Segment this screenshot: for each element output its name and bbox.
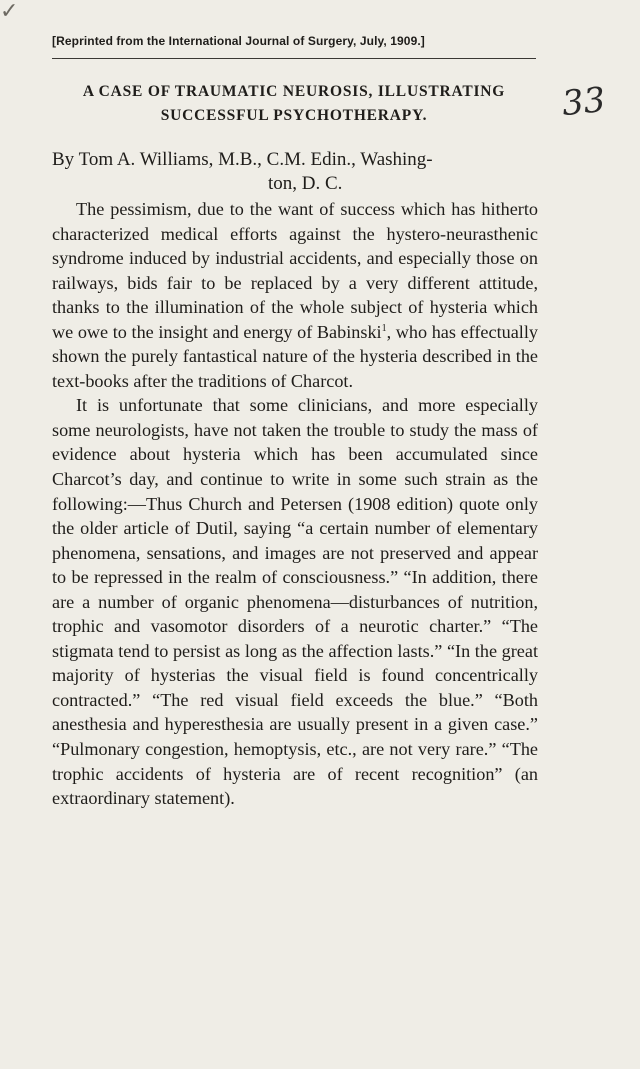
author-line-1: By Tom A. Williams, M.B., C.M. Edin., Washing- — [52, 149, 433, 170]
handwritten-number: 33 — [560, 79, 608, 125]
article-title — [52, 80, 536, 128]
paragraph-1 — [52, 197, 538, 393]
paragraph-1-text: The pessimism, due to the want of success which has hitherto characterized medical efforts against the hystero-neurasthenic syndrome induced by industrial accidents, and especially those on railways, bids fair to be replaced by a very different attitude, thanks to the illumination of the whole subject of hysteria which we owe to the insight and energy of Babinski — [52, 199, 538, 342]
title-line-2: SUCCESSFUL PSYCHOTHERAPY. — [160, 107, 428, 124]
article-body — [52, 197, 538, 811]
author-line-2: ton, D. C. — [268, 173, 343, 194]
title-line-1: A CASE OF TRAUMATIC NEUROSIS, ILLUSTRATING — [82, 83, 506, 100]
author-line — [52, 148, 536, 196]
header-rule — [52, 58, 536, 59]
footnote-ref-1: 1 — [381, 322, 387, 334]
reprint-header: [Reprinted from the International Journal of Surgery, July, 1909.] — [52, 34, 425, 48]
paragraph-1-text-end: , who has effectually shown the purely fantastical nature of the hysteria described in the text-books after the traditions of Charcot. — [52, 321, 538, 391]
paragraph-2: It is unfortunate that some clinicians, and more especially some neurologists, have not taken the trouble to study the mass of evidence about hysteria which has been accumulated since Charcot’s day, and continue to write in some such strain as the following:—Thus Church and Petersen (1908 edition) quote only the older article of Dutil, saying “a certain number of elementary phenomena, sensations, and images are not preserved and appear to be repressed in the realm of consciousness.” “In addition, there are a number of organic phenomena—disturbances of nutrition, trophic and vasomotor disorders of a neurotic charter.” “The stigmata tend to persist as long as the affection lasts.” “In the great majority of hysterias the visual field is found concentrically contracted.” “The red visual field exceeds the blue.” “Both anesthesia and hyperesthesia are usually present in a given case.” “Pulmonary congestion, hemoptysis, etc., are not very rare.” “The trophic accidents of hysteria are of recent recognition” (an extraordinary statement). — [52, 395, 538, 809]
margin-pencil-mark: ✓ — [0, 0, 19, 23]
